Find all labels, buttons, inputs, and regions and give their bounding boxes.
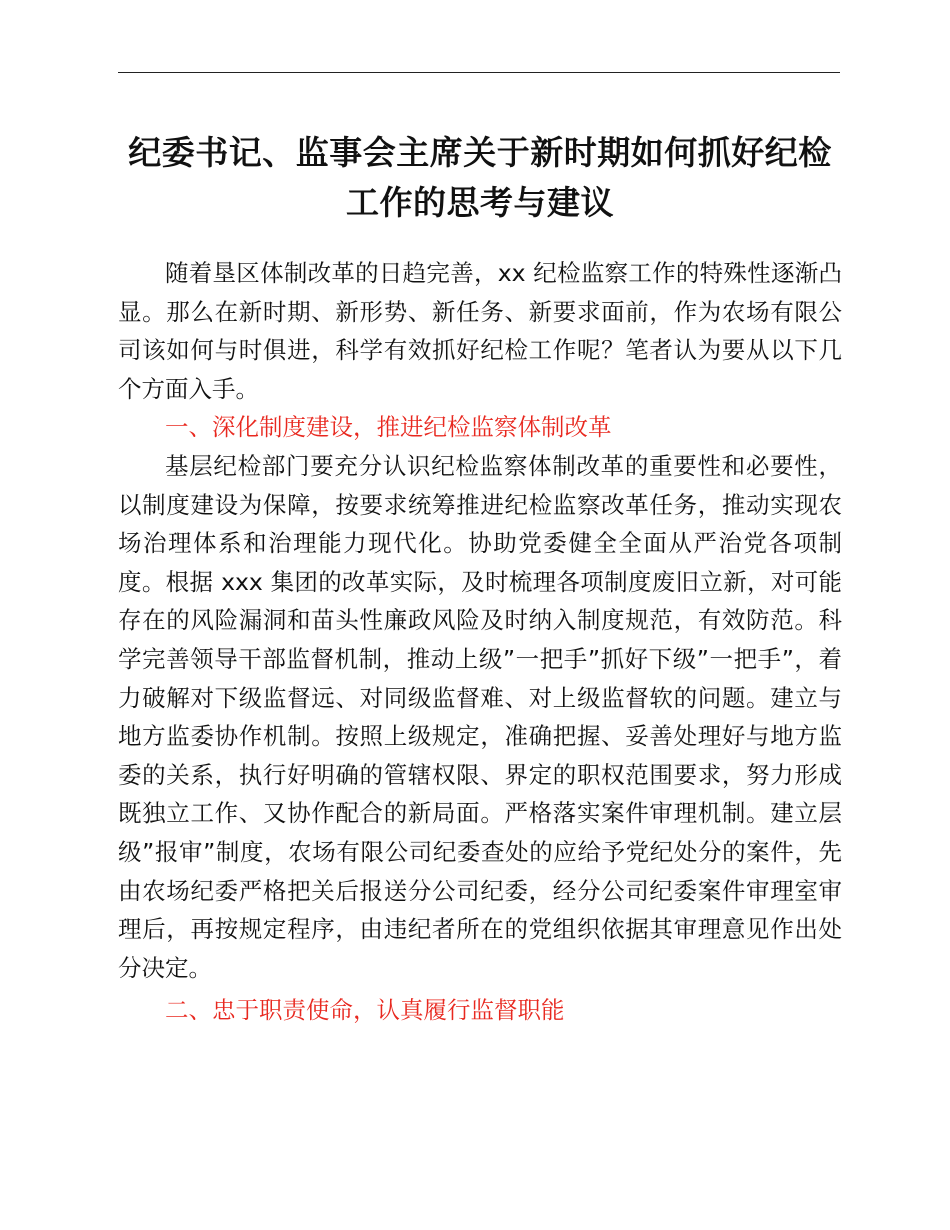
- document-body: [118, 128, 842, 1030]
- section-heading-2: 二、忠于职责使命，认真履行监督职能: [165, 996, 565, 1025]
- section-1-paragraph: 基层纪检部门要充分认识纪检监察体制改革的重要性和必要性，以制度建设为保障，按要求统筹推进纪检监察改革任务，推动实现农场治理体系和治理能力现代化。协助党委健全全面从严治党各项制度。根据 xxx 集团的改革实际，及时梳理各项制度废旧立新，对可能存在的风险漏洞和苗头性廉政风险及时纳入制度规范，有效防范。科学完善领导干部监督机制，推动上级”一把手”抓好下级”一把手”，着力破解对下级监督远、对同级监督难、对上级监督软的问题。建立与地方监委协作机制。按照上级规定，准确把握、妥善处理好与地方监委的关系，执行好明确的管辖权限、界定的职权范围要求，努力形成既独立工作、又协作配合的新局面。严格落实案件审理机制。建立层级”报审”制度，农场有限公司纪委查处的应给予党纪处分的案件，先由农场纪委严格把关后报送分公司纪委，经分公司纪委案件审理室审理后，再按规定程序，由违纪者所在的党组织依据其审理意见作出处分决定。: [118, 451, 842, 982]
- document-title: 纪委书记、监事会主席关于新时期如何抓好纪检工作的思考与建议: [128, 133, 832, 222]
- section-heading-1: 一、深化制度建设，推进纪检监察体制改革: [165, 413, 612, 442]
- header-rule: [118, 72, 840, 73]
- intro-paragraph: 随着垦区体制改革的日趋完善，xx 纪检监察工作的特殊性逐渐凸显。那么在新时期、新形势、新任务、新要求面前，作为农场有限公司该如何与时俱进，科学有效抓好纪检工作呢？笔者认为要从以下几个方面入手。: [118, 259, 842, 403]
